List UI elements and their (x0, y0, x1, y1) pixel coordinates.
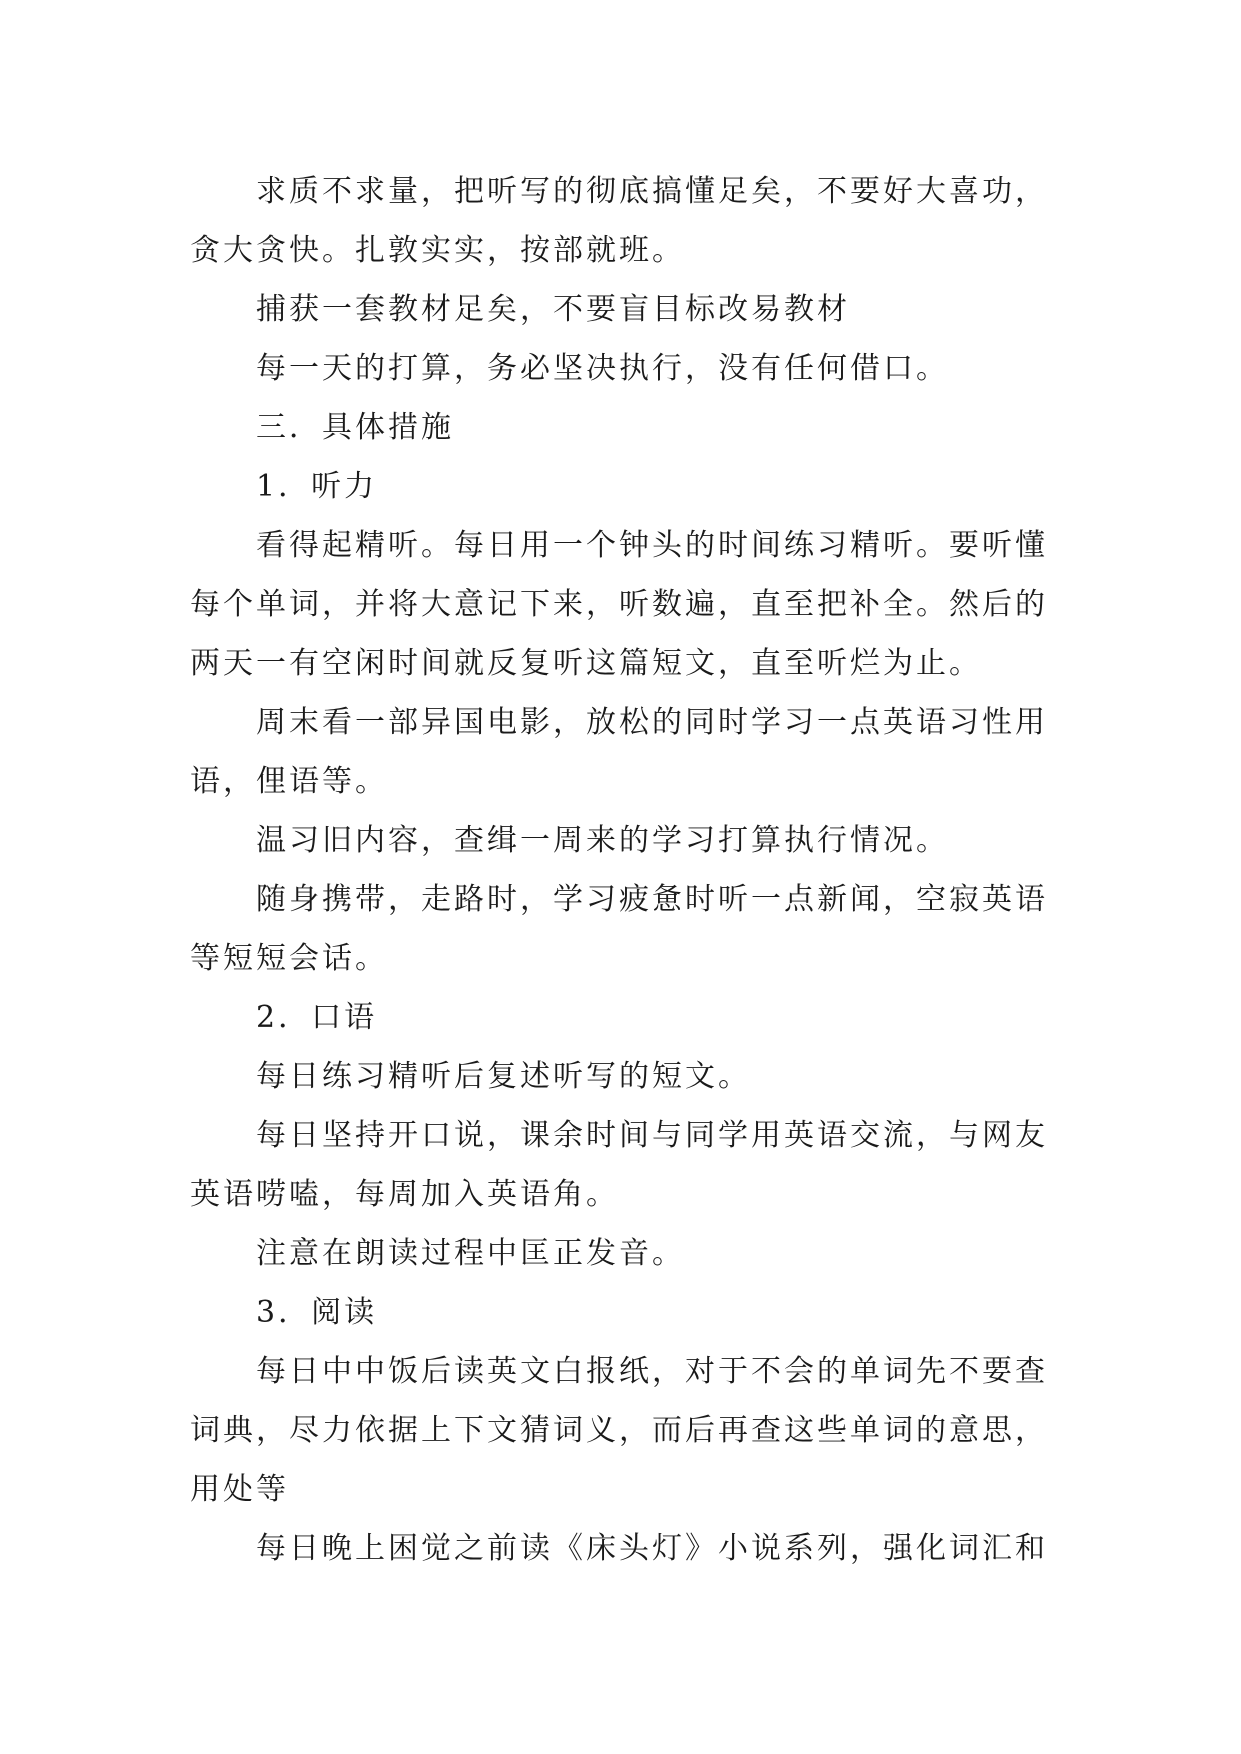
paragraph-line: 每一天的打算，务必坚决执行，没有任何借口。 (256, 351, 949, 386)
paragraph (190, 1342, 1075, 1519)
paragraph (190, 1224, 1075, 1283)
paragraph (190, 693, 1075, 811)
paragraph-line: 周末看一部异国电影，放松的同时学习一点英语习性用 (256, 705, 1048, 740)
paragraph (190, 870, 1075, 988)
paragraph-line: 每个单词，并将大意记下来，听数遍，直至把补全。然后的 (190, 587, 1048, 622)
document-body (190, 162, 1075, 1578)
paragraph (190, 1283, 1075, 1342)
paragraph-line: 语，俚语等。 (190, 764, 388, 799)
paragraph-line: 三．具体措施 (256, 410, 454, 445)
paragraph (190, 516, 1075, 693)
paragraph-line: 贪大贪快。扎敦实实，按部就班。 (190, 233, 685, 268)
paragraph (190, 1106, 1075, 1224)
paragraph-line: 2．口语 (256, 1000, 378, 1035)
paragraph-line: 求质不求量，把听写的彻底搞懂足矣，不要好大喜功， (256, 174, 1048, 209)
paragraph-line: 温习旧内容，查缉一周来的学习打算执行情况。 (256, 823, 949, 858)
paragraph-line: 1．听力 (256, 469, 378, 504)
paragraph-line: 3．阅读 (256, 1295, 378, 1330)
paragraph-line: 每日中中饭后读英文白报纸，对于不会的单词先不要查 (256, 1354, 1048, 1389)
paragraph-line: 每日晚上困觉之前读《床头灯》小说系列，强化词汇和 (256, 1531, 1048, 1566)
paragraph (190, 457, 1075, 516)
paragraph-line: 每日练习精听后复述听写的短文。 (256, 1059, 751, 1094)
paragraph-line: 随身携带，走路时，学习疲惫时听一点新闻，空寂英语 (256, 882, 1048, 917)
paragraph (190, 162, 1075, 280)
paragraph-line: 词典，尽力依据上下文猜词义，而后再查这些单词的意思， (190, 1413, 1048, 1448)
paragraph-line: 捕获一套教材足矣，不要盲目标改易教材 (256, 292, 850, 327)
paragraph-line: 注意在朗读过程中匡正发音。 (256, 1236, 685, 1271)
paragraph (190, 398, 1075, 457)
paragraph-line: 看得起精听。每日用一个钟头的时间练习精听。要听懂 (256, 528, 1048, 563)
paragraph-line: 两天一有空闲时间就反复听这篇短文，直至听烂为止。 (190, 646, 982, 681)
paragraph (190, 811, 1075, 870)
paragraph (190, 988, 1075, 1047)
paragraph-line: 每日坚持开口说，课余时间与同学用英语交流，与网友 (256, 1118, 1048, 1153)
paragraph (190, 1519, 1075, 1578)
paragraph-line: 用处等 (190, 1472, 289, 1507)
paragraph (190, 280, 1075, 339)
paragraph (190, 1047, 1075, 1106)
paragraph-line: 等短短会话。 (190, 941, 388, 976)
paragraph (190, 339, 1075, 398)
paragraph-line: 英语唠嗑，每周加入英语角。 (190, 1177, 619, 1212)
